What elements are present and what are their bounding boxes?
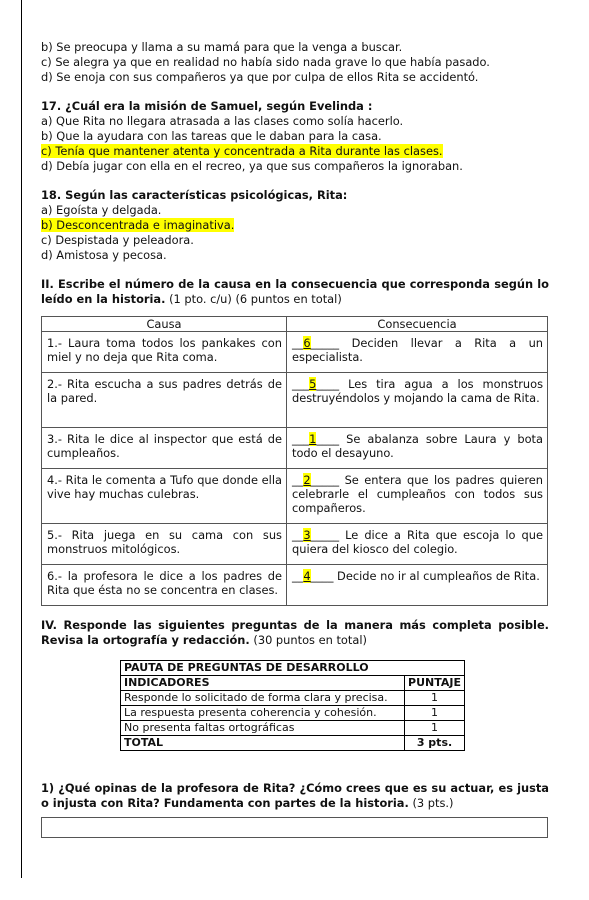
rubric-total-label: TOTAL: [121, 736, 405, 751]
q1-points: (3 pts.): [412, 796, 454, 810]
q18-option-a: a) Egoísta y delgada.: [41, 203, 162, 217]
rubric-puntaje-header: PUNTAJE: [405, 676, 465, 691]
rubric-total-value: 3 pts.: [405, 736, 465, 751]
q16-option-d: d) Se enoja con sus compañeros ya que por culpa de ellos Rita se accidentó.: [41, 70, 479, 84]
consecuencia-text: Les tira agua a los monstruos destruyéndolos y mojando la cama de Rita.: [292, 377, 544, 405]
q1-answer-box[interactable]: [41, 817, 548, 838]
consecuencia-cell: [287, 565, 548, 606]
table-row: [42, 565, 548, 606]
answer-blank[interactable]: __3_____: [292, 528, 340, 542]
consecuencia-text: Deciden llevar a Rita a un especialista.: [292, 336, 544, 364]
q18-option-d: d) Amistosa y pecosa.: [41, 248, 167, 262]
answer-number: 6: [303, 336, 311, 350]
rubric-indicador: No presenta faltas ortográficas: [121, 721, 405, 736]
causa-cell: 5.- Rita juega en su cama con sus monstruos mitológicos.: [42, 524, 287, 565]
answer-blank[interactable]: ___1____: [292, 432, 340, 446]
cause-consequence-table: [41, 316, 548, 606]
consecuencia-text: Se abalanza sobre Laura y bota todo el desayuno.: [292, 432, 543, 460]
table-row: [42, 332, 548, 373]
section-4-note: (30 puntos en total): [253, 633, 367, 647]
table-row: [121, 706, 465, 721]
answer-blank[interactable]: ___5____: [292, 377, 340, 391]
rubric-puntaje: 1: [405, 691, 465, 706]
causa-cell: 2.- Rita escucha a sus padres detrás de la pared.: [42, 373, 287, 428]
q18-option-b-highlighted: b) Desconcentrada e imaginativa.: [41, 218, 235, 232]
q17-option-b: b) Que la ayudara con las tareas que le daban para la casa.: [41, 129, 382, 143]
answer-number: 2: [303, 473, 311, 487]
rubric-indicador: Responde lo solicitado de forma clara y precisa.: [121, 691, 405, 706]
table-row: [42, 428, 548, 469]
worksheet-content: [41, 40, 549, 838]
consecuencia-cell: [287, 373, 548, 428]
q17-title: 17. ¿Cuál era la misión de Samuel, según Evelinda :: [41, 99, 373, 113]
question-18: [41, 188, 549, 263]
section-2-note: (1 pto. c/u) (6 puntos en total): [169, 292, 342, 306]
q16-option-b: b) Se preocupa y llama a su mamá para que la venga a buscar.: [41, 40, 403, 54]
q1-text: 1) ¿Qué opinas de la profesora de Rita? ¿Cómo crees que es su actuar, es justa o injusta con Rita? Fundamenta con partes de la historia.: [41, 781, 549, 810]
answer-blank[interactable]: __2_____: [292, 473, 340, 487]
q17-option-a: a) Que Rita no llegara atrasada a las clases como solía hacerlo.: [41, 114, 404, 128]
rubric-table: [120, 660, 465, 751]
question-17: [41, 99, 549, 174]
q18-option-c: c) Despistada y peleadora.: [41, 233, 194, 247]
answer-number: 1: [309, 432, 317, 446]
table-row: [42, 373, 548, 428]
q16-option-c: c) Se alegra ya que en realidad no había sido nada grave lo que había pasado.: [41, 55, 490, 69]
answer-number: 3: [303, 528, 311, 542]
answer-number: 5: [309, 377, 317, 391]
consecuencia-text: Le dice a Rita que escoja lo que quiera del kiosco del colegio.: [292, 528, 543, 556]
section-4-title: IV. Responde las siguientes preguntas de la manera más completa posible. Revisa la ortografía y redacción.: [41, 618, 549, 647]
consecuencia-cell: [287, 428, 548, 469]
causa-cell: 4.- Rita le comenta a Tufo que donde ella vive hay muchas culebras.: [42, 469, 287, 524]
question-1: [41, 781, 549, 811]
q16-options: [41, 40, 549, 85]
answer-blank[interactable]: __4____: [292, 569, 334, 583]
rubric-indicador: La respuesta presenta coherencia y cohesión.: [121, 706, 405, 721]
table-row: [42, 524, 548, 565]
section-2-title: II. Escribe el número de la causa en la consecuencia que corresponda según lo leído en la historia.: [41, 277, 549, 306]
section-4-heading: [41, 618, 549, 648]
margin-line: [21, 0, 22, 878]
causa-cell: 6.- la profesora le dice a los padres de Rita que ésta no se concentra en clases.: [42, 565, 287, 606]
answer-blank[interactable]: __6_____: [292, 336, 340, 350]
consecuencia-cell: [287, 524, 548, 565]
q18-title: 18. Según las características psicológicas, Rita:: [41, 188, 348, 202]
table-row: [42, 469, 548, 524]
causa-cell: 1.- Laura toma todos los pankakes con miel y no deja que Rita coma.: [42, 332, 287, 373]
consecuencia-cell: [287, 469, 548, 524]
rubric-puntaje: 1: [405, 721, 465, 736]
rubric-indicadores-header: INDICADORES: [121, 676, 405, 691]
col-causa-header: Causa: [42, 317, 287, 332]
consecuencia-text: Decide no ir al cumpleaños de Rita.: [337, 569, 540, 583]
col-consecuencia-header: Consecuencia: [287, 317, 548, 332]
section-2-heading: [41, 277, 549, 307]
causa-cell: 3.- Rita le dice al inspector que está de cumpleaños.: [42, 428, 287, 469]
answer-number: 4: [303, 569, 311, 583]
consecuencia-cell: [287, 332, 548, 373]
rubric-title: PAUTA DE PREGUNTAS DE DESARROLLO: [121, 661, 465, 676]
table-row: [121, 691, 465, 706]
rubric-puntaje: 1: [405, 706, 465, 721]
q17-option-c-highlighted: c) Tenía que mantener atenta y concentrada a Rita durante las clases.: [41, 144, 443, 158]
consecuencia-text: Se entera que los padres quieren celebrarle el cumpleaños con todos sus compañeros.: [292, 473, 543, 515]
table-row: [121, 721, 465, 736]
q17-option-d: d) Debía jugar con ella en el recreo, ya que sus compañeros la ignoraban.: [41, 159, 463, 173]
